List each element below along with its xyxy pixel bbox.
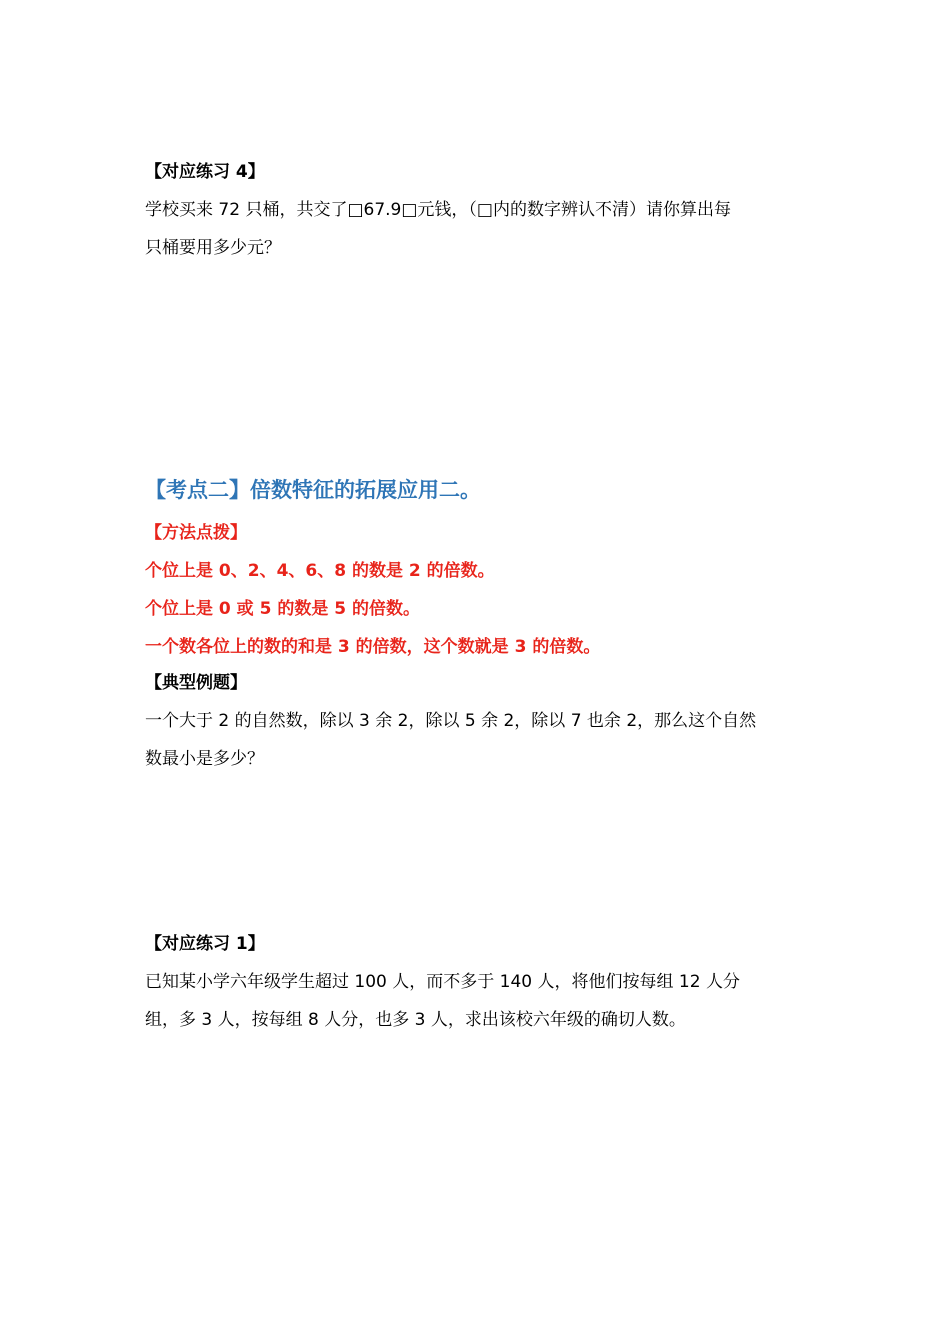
practice-4-heading: 【对应练习 4】 — [145, 162, 265, 182]
method-section — [145, 514, 815, 666]
method-line-1: 个位上是 0、2、4、6、8 的数是 2 的倍数。 — [145, 561, 495, 581]
section-2-title: 【考点二】倍数特征的拓展应用二。 — [145, 478, 481, 502]
method-line-3: 一个数各位上的数的和是 3 的倍数，这个数就是 3 的倍数。 — [145, 637, 601, 657]
practice-1-line-2: 组，多 3 人，按每组 8 人分，也多 3 人，求出该校六年级的确切人数。 — [145, 1010, 686, 1030]
method-line-2: 个位上是 0 或 5 的数是 5 的倍数。 — [145, 599, 420, 619]
practice-4-line-2: 只桶要用多少元？ — [145, 238, 281, 258]
practice-1-section — [145, 925, 815, 1039]
example-line-1: 一个大于 2 的自然数，除以 3 余 2，除以 5 余 2，除以 7 也余 2，那么这个自然 — [145, 711, 757, 731]
example-line-2: 数最小是多少？ — [145, 749, 264, 769]
practice-4-section — [145, 153, 815, 267]
practice-4-line-1: 学校买来 72 只桶，共交了□67.9□元钱，（□内的数字辨认不清）请你算出每 — [145, 200, 731, 220]
practice-1-heading: 【对应练习 1】 — [145, 934, 265, 954]
practice-1-line-1: 已知某小学六年级学生超过 100 人，而不多于 140 人，将他们按每组 12 人分 — [145, 972, 740, 992]
example-heading: 【典型例题】 — [145, 673, 247, 693]
method-heading: 【方法点拨】 — [145, 523, 247, 543]
example-section — [145, 664, 815, 778]
